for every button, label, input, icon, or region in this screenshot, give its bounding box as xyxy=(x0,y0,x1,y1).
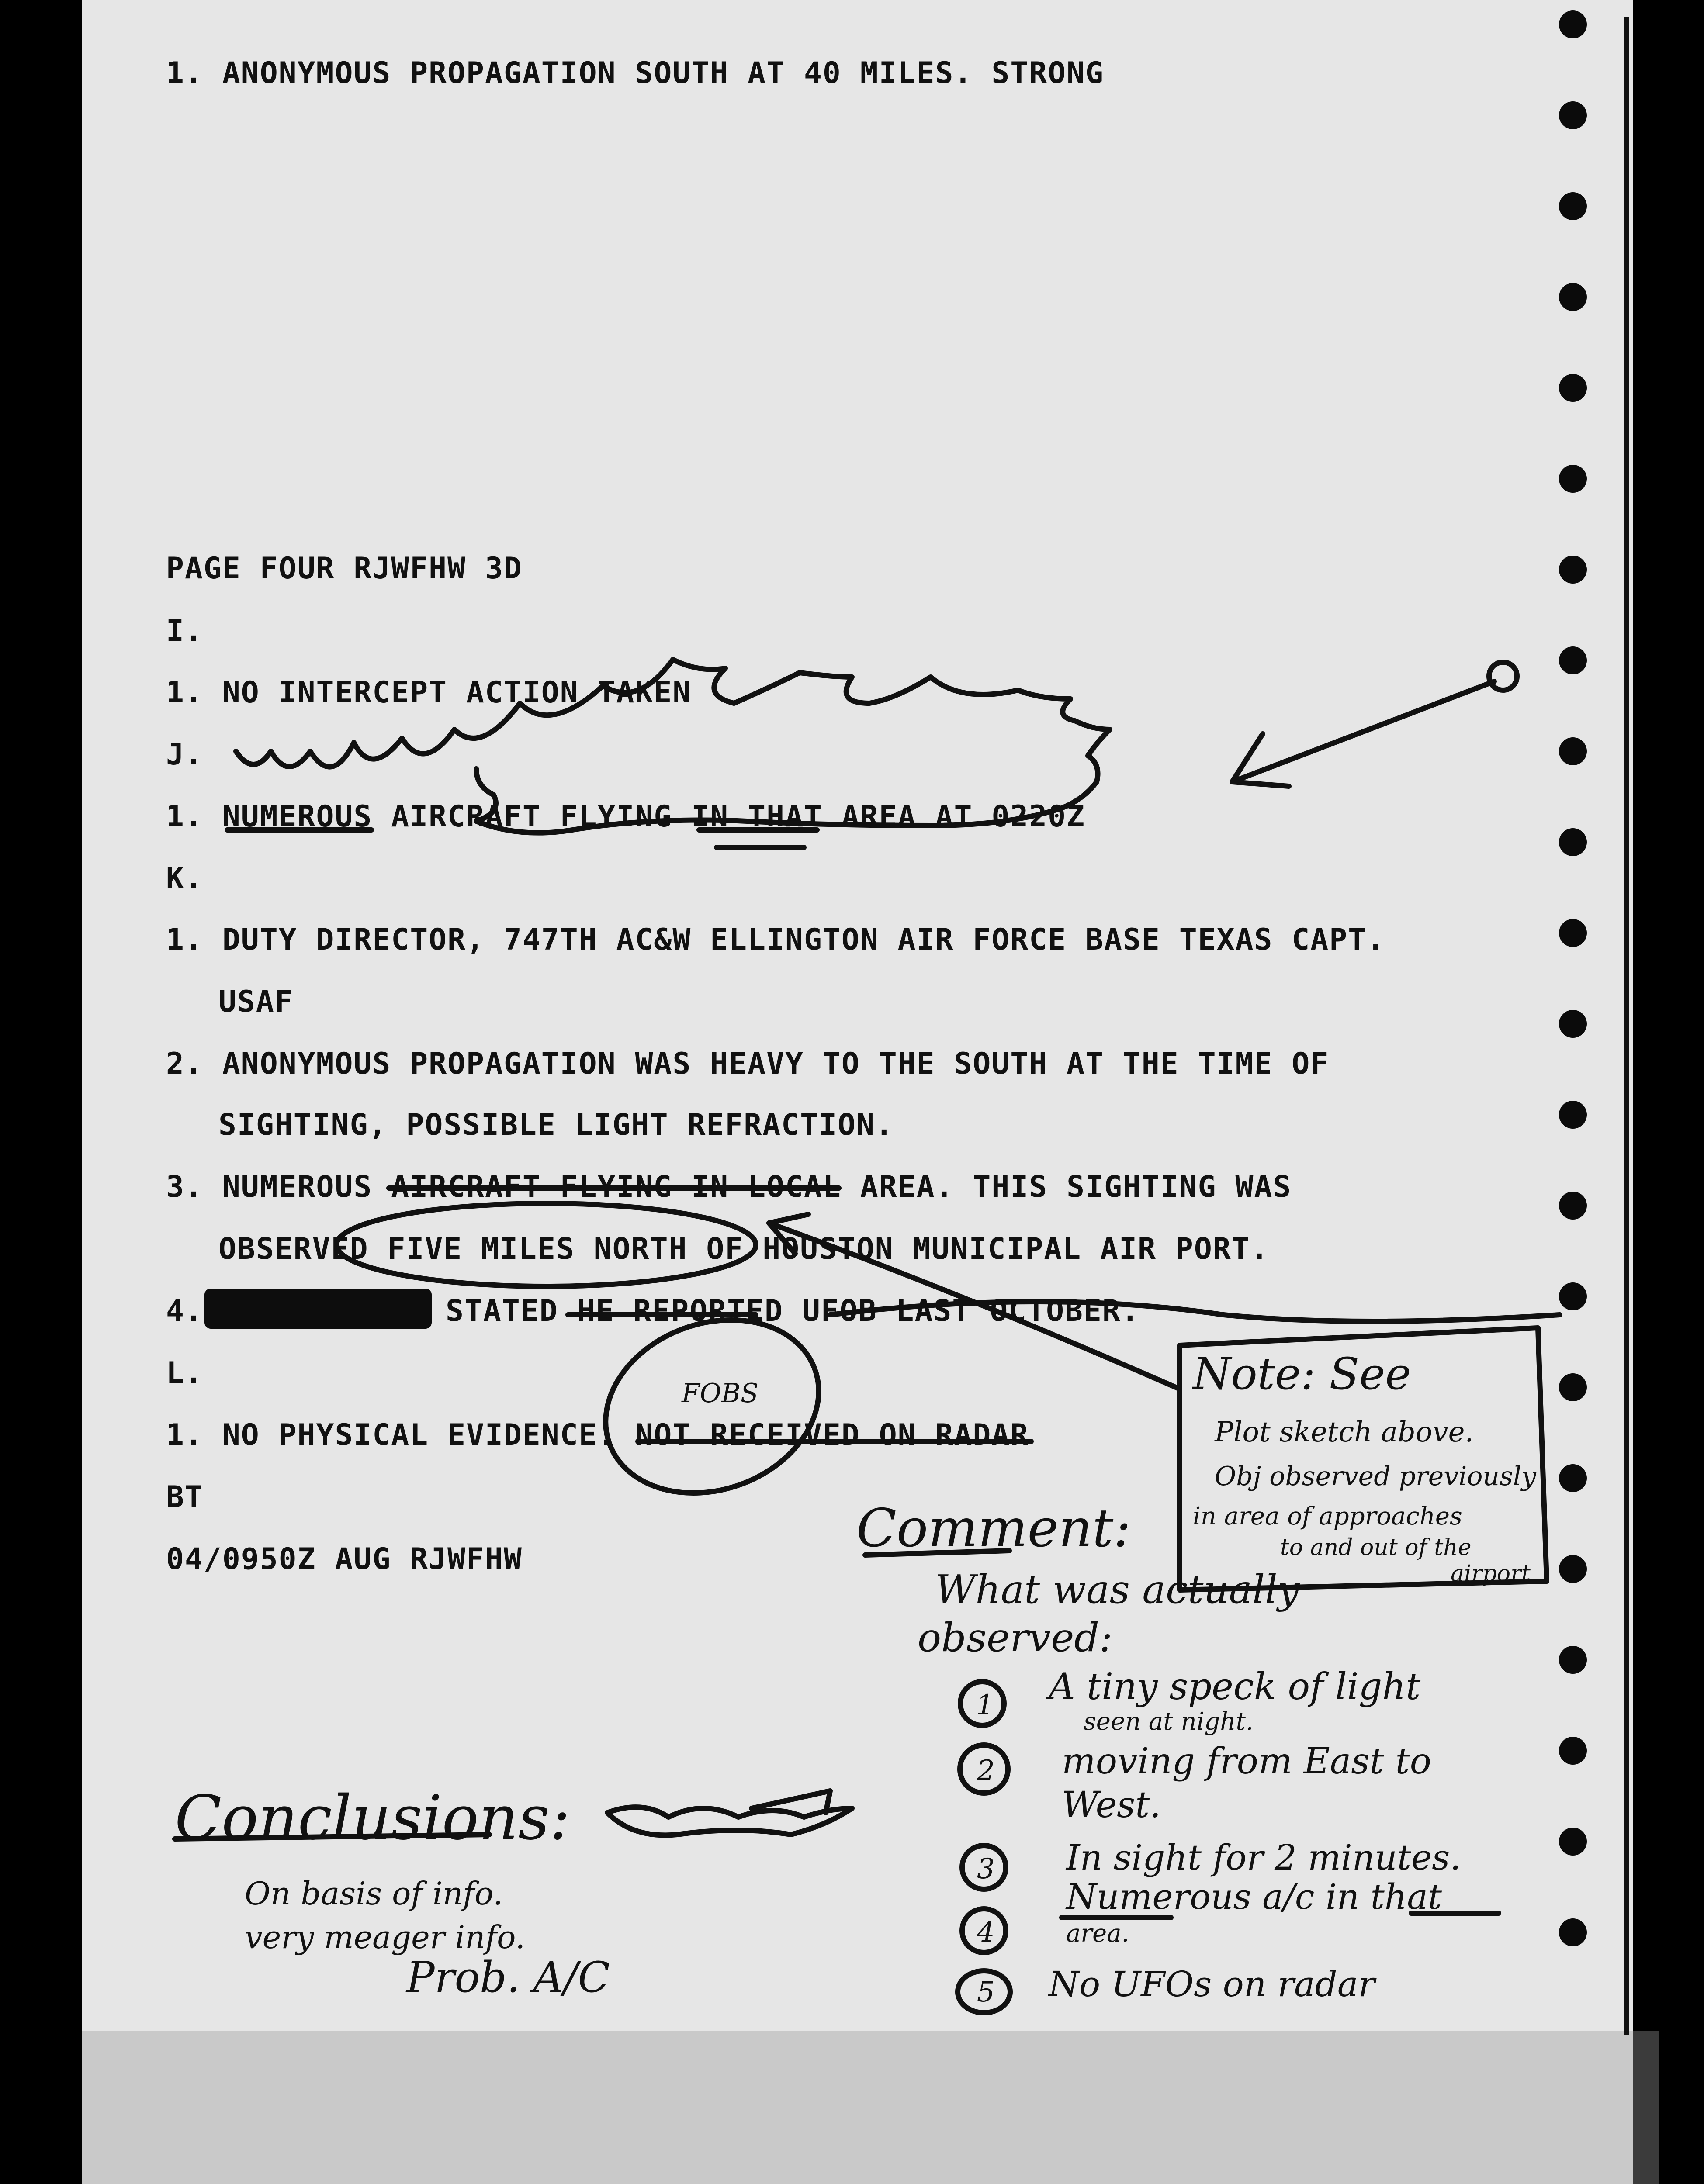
note-line: Note: See xyxy=(1193,1348,1411,1400)
redaction-block xyxy=(204,1289,432,1329)
conclusions-title: Conclusions: xyxy=(175,1783,571,1854)
sprocket-hole xyxy=(1559,1192,1587,1220)
comment-item-number: 3 xyxy=(977,1853,995,1885)
sprocket-hole xyxy=(1559,1101,1587,1129)
tractor-feed-edge xyxy=(1624,17,1629,2035)
sprocket-hole xyxy=(1559,101,1587,129)
sprocket-hole xyxy=(1559,1282,1587,1310)
sprocket-hole xyxy=(1559,1373,1587,1401)
sprocket-hole xyxy=(1559,919,1587,947)
typed-line: I. xyxy=(166,614,204,648)
sprocket-hole xyxy=(1559,646,1587,674)
scan-edge xyxy=(1633,2031,1659,2184)
sprocket-hole xyxy=(1559,737,1587,765)
conclusions-line: very meager info. xyxy=(245,1919,526,1956)
note-line: airport xyxy=(1451,1561,1531,1587)
scan-background xyxy=(82,2031,1633,2184)
comment-item-number: 1 xyxy=(976,1689,994,1721)
typed-line: 1. NO PHYSICAL EVIDENCE. NOT RECEIVED ON RADAR xyxy=(166,1418,1029,1452)
comment-item-text: No UFOs on radar xyxy=(1049,1964,1375,2004)
note-line: Plot sketch above. xyxy=(1215,1416,1474,1448)
sprocket-hole xyxy=(1559,1646,1587,1674)
comment-line: What was actually xyxy=(935,1567,1300,1613)
comment-item-text: area. xyxy=(1066,1919,1129,1948)
typed-line: 1. ANONYMOUS PROPAGATION SOUTH AT 40 MILES. STRONG xyxy=(166,56,1104,90)
sprocket-hole xyxy=(1559,465,1587,493)
typed-line: 2. ANONYMOUS PROPAGATION WAS HEAVY TO THE SOUTH AT THE TIME OF xyxy=(166,1047,1330,1081)
sprocket-hole xyxy=(1559,1464,1587,1492)
typed-line: 1. DUTY DIRECTOR, 747TH AC&W ELLINGTON AIR FORCE BASE TEXAS CAPT. xyxy=(166,923,1386,957)
typed-line: OBSERVED FIVE MILES NORTH OF HOUSTON MUNICIPAL AIR PORT. xyxy=(218,1232,1269,1266)
conclusions-line: On basis of info. xyxy=(245,1875,503,1912)
comment-title: Comment: xyxy=(856,1498,1131,1559)
typed-line: J. xyxy=(166,737,204,772)
typed-line: 4. xyxy=(166,1294,204,1328)
sprocket-hole xyxy=(1559,192,1587,220)
sprocket-hole xyxy=(1559,10,1587,38)
comment-item-number: 4 xyxy=(977,1916,995,1949)
sprocket-hole xyxy=(1559,1737,1587,1765)
typed-line: STATED HE REPORTED UFOB LAST OCTOBER. xyxy=(446,1294,1140,1328)
sprocket-hole xyxy=(1559,374,1587,402)
comment-item-text: seen at night. xyxy=(1084,1707,1254,1736)
fobs-text: FOBS xyxy=(682,1378,759,1409)
sprocket-hole xyxy=(1559,1828,1587,1856)
typed-line: 3. NUMEROUS AIRCRAFT FLYING IN LOCAL AREA. THIS SIGHTING WAS xyxy=(166,1170,1292,1204)
typed-line: BT xyxy=(166,1480,204,1514)
comment-item-text: A tiny speck of light xyxy=(1049,1665,1421,1708)
sprocket-hole xyxy=(1559,283,1587,311)
typed-line: PAGE FOUR RJWFHW 3D xyxy=(166,551,523,586)
sprocket-hole xyxy=(1559,1555,1587,1583)
typed-line: L. xyxy=(166,1356,204,1390)
typed-line: 1. NUMEROUS AIRCRAFT FLYING IN THAT AREA AT 0220Z xyxy=(166,799,1086,834)
comment-item-text: In sight for 2 minutes. xyxy=(1066,1837,1461,1878)
comment-item-text: moving from East to xyxy=(1062,1741,1431,1782)
typed-line: SIGHTING, POSSIBLE LIGHT REFRACTION. xyxy=(218,1108,894,1142)
comment-line: observed: xyxy=(918,1615,1113,1661)
comment-item-text: West. xyxy=(1062,1784,1161,1826)
comment-item-text: Numerous a/c in that xyxy=(1066,1876,1442,1917)
comment-item-number: 2 xyxy=(977,1755,995,1787)
sprocket-hole xyxy=(1559,1010,1587,1038)
sprocket-hole xyxy=(1559,556,1587,584)
typed-line: 04/0950Z AUG RJWFHW xyxy=(166,1542,523,1576)
comment-item-number: 5 xyxy=(977,1976,995,2008)
sprocket-hole xyxy=(1559,1918,1587,1946)
note-line: to and out of the xyxy=(1280,1534,1472,1561)
typed-line: K. xyxy=(166,861,204,896)
sprocket-hole xyxy=(1559,828,1587,856)
conclusions-line: Prob. A/C xyxy=(406,1953,610,2002)
document-page xyxy=(82,0,1633,2031)
note-line: Obj observed previously xyxy=(1215,1461,1536,1492)
typed-line: USAF xyxy=(218,985,294,1019)
typed-line: 1. NO INTERCEPT ACTION TAKEN xyxy=(166,675,692,710)
note-line: in area of approaches xyxy=(1193,1502,1462,1531)
